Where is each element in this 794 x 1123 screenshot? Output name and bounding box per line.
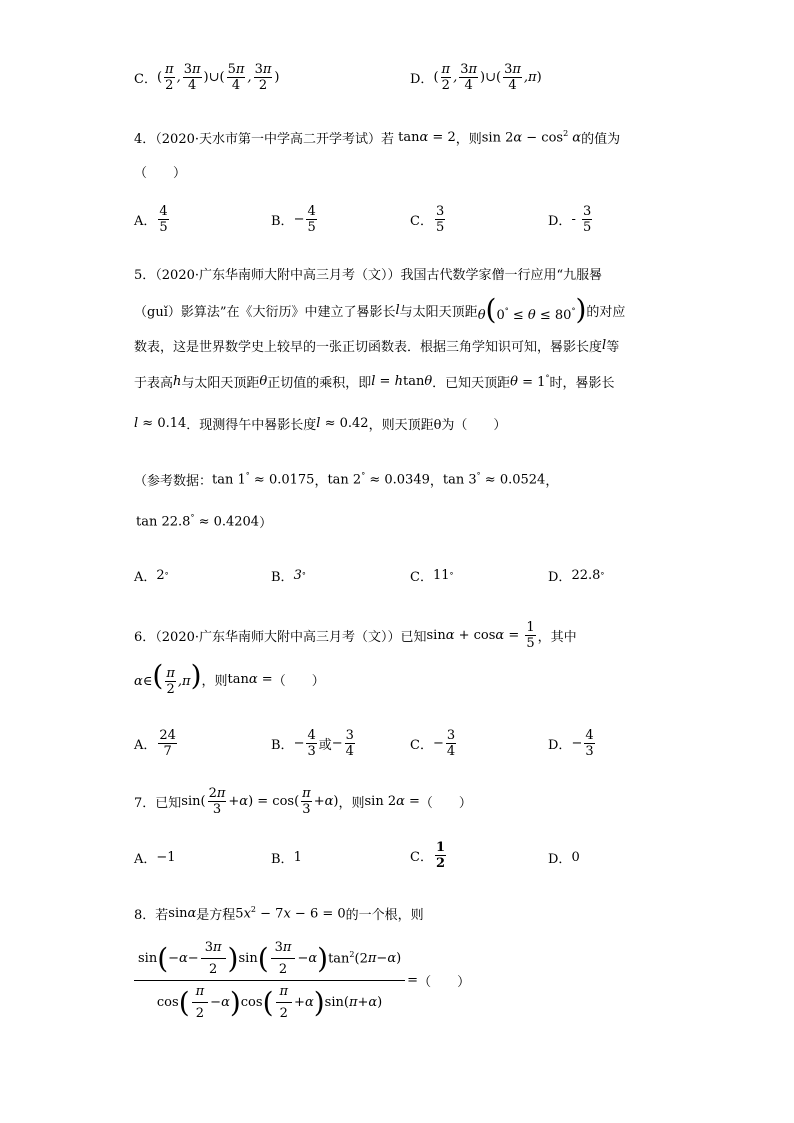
q5-line5 (134, 414, 506, 433)
q5-line1: 5．（2020·广东华南师大附中高三月考（文））我国古代数学家僧一行应用“九服晷 (134, 268, 603, 283)
q6-stem-text: 6．（2020·广东华南师大附中高三月考（文））已知 (134, 630, 427, 645)
q4-a-label: A． (134, 214, 157, 229)
q4-d-value: $\frac{3}{5}$ (582, 204, 592, 235)
q8-sin-alpha: sinα (168, 906, 197, 921)
q7-option-a (134, 848, 176, 867)
q4-b-value: $\frac{4}{5}$ (307, 204, 316, 235)
q7-option-c (410, 840, 448, 871)
q4-option-a (134, 204, 171, 235)
q4-stem-value: 的值为 (581, 132, 621, 147)
q5-line5-text-a: ．现测得午中晷影长度 (186, 418, 317, 433)
q3-option-d (410, 62, 542, 93)
q5-c-value: 11 (432, 568, 450, 583)
q7-c-value: $\frac{1}{2}$ (435, 840, 445, 871)
q8-stem-text-c: 的一个根，则 (345, 908, 424, 923)
q5-ref-sep2: ， (429, 474, 443, 489)
q5-ref-label: （参考数据： (134, 474, 213, 489)
q6-a-value: $\frac{24}{7}$ (159, 728, 176, 759)
q3-c-label: C． (134, 72, 157, 87)
q5-line2-text-b: 与太阳天顶距 (399, 304, 478, 320)
q6-line2-text: ，则 (201, 674, 228, 689)
q8-big-fraction: sin ( −α− 3 π 2 ) sin ( 3 π 2 −α ) $\tan^2(2$ π − α ) cos ( $\frac{\pi}{2}$ −α ) cos ( $\frac{\pi}{2}$ +α ) sin( π + α ) (134, 940, 405, 1021)
q5-option-b: B． 3 ° (271, 568, 306, 585)
q7-b-value: 1 (293, 850, 302, 865)
q7-stem-text-b: ，则 (338, 796, 365, 811)
q4-b-label: B． (271, 214, 294, 229)
q8-equation: $5x^2 - 7x - 6 = 0$ (235, 905, 346, 922)
q4-option-d: D． - $\frac{3}{5}$ (548, 204, 592, 235)
q7-equation: sin( $\frac{2\pi}{3}$ +α) = cos( $\frac{\pi}{3}$ +α) (181, 786, 339, 817)
q8-stem-text-b: 是方程 (196, 908, 236, 923)
q5-line2-text-c: 的对应 (586, 304, 626, 320)
q6-d-label: D． (548, 738, 572, 753)
q6-option-d: D． − $\frac{4}{3}$ (548, 728, 594, 759)
q7-option-b (271, 848, 302, 867)
q6-alpha-range: α∈( $\frac{\pi}{2}$ ,π) (134, 659, 202, 697)
q6-b-or: 或 (318, 738, 332, 753)
q4-condition: tanα = 2 (398, 130, 456, 145)
q6-c-value: $\frac{3}{4}$ (446, 728, 456, 759)
q5-d-label: D． (548, 570, 572, 585)
q4-stem (134, 128, 620, 147)
q7-c-label: C． (410, 850, 433, 865)
q5-line4-text-b: 与太阳天顶距 (181, 376, 260, 391)
q5-line2-text: （guǐ）影算法”在《大衍历》中建立了晷影长 (134, 304, 396, 320)
q5-theta-range: θ(0° ≤ θ ≤ 80°) (477, 293, 587, 326)
q5-ref-end: ） (259, 516, 273, 531)
q5-ref-sep1: ， (314, 474, 328, 489)
q5-reference: （参考数据： tan 1° ≈ 0.0175 ， tan 2° ≈ 0.0349 ， tan 3° ≈ 0.0524 ， (134, 471, 559, 489)
q5-l-approx: l ≈ 0.14 (134, 416, 187, 431)
q4-option-b: B． − $\frac{4}{5}$ (271, 204, 316, 235)
q4-d-label: D． (548, 214, 572, 229)
q6-option-c: C． − $\frac{3}{4}$ (410, 728, 456, 759)
q5-l-measured: l ≈ 0.42 (316, 416, 369, 431)
q8-stem-text: 8．若 (134, 908, 169, 923)
q5-line4: 于表高 h 与太阳天顶距 θ 正切值的乘积，即 l = htanθ ．已知天顶距 θ = 1° 时，晷影长 (134, 373, 615, 391)
q5-line3-text: 数表，这是世界数学史上较早的一张正切函数表．根据三角学知识可知，晷影长度 (134, 340, 603, 355)
q5-option-a: A． 2 ° (134, 568, 169, 585)
q6-c-label: C． (410, 738, 433, 753)
q5-line4-text-a: 于表高 (134, 376, 174, 391)
q6-condition: sinα + cosα = $\frac{1}{5}$ (426, 620, 535, 651)
q3-d-math: ( $\frac{\pi}{2}$ , $\frac{3\pi}{4}$ )∪( $\frac{3\pi}{4}$ ,π) (433, 62, 542, 93)
q7-sin2a: sin 2α = (364, 794, 420, 809)
q8-stem (134, 904, 424, 923)
q5-line4-text-c: 正切值的乘积，即 (267, 376, 372, 391)
q5-theta-one: θ = 1° (510, 373, 550, 390)
q7-blank: （ ） (419, 796, 472, 811)
q3-c-math: ( $\frac{\pi}{2}$ , $\frac{3\pi}{4}$ )∪( $\frac{5\pi}{4}$ , $\frac{3\pi}{2}$ ) (156, 62, 280, 93)
q4-option-c (410, 204, 447, 235)
q8-blank: （ ） (418, 975, 471, 990)
q5-formula: l = htanθ (371, 374, 433, 389)
q6-option-b: B． − $\frac{4}{3}$ 或 − $\frac{3}{4}$ (271, 728, 354, 759)
q5-reference-2: tan 22.8° ≈ 0.4204 ） (136, 513, 273, 531)
q5-line3: 数表，这是世界数学史上较早的一张正切函数表．根据三角学知识可知，晷影长度 l 等 (134, 338, 620, 355)
q5-line3-text-b: 等 (606, 340, 620, 355)
q7-stem (134, 786, 472, 817)
q4-expression: $\sin 2\alpha - \cos^2 \alpha$ (481, 129, 582, 146)
q7-d-value: 0 (571, 850, 580, 865)
q6-line2 (134, 659, 325, 697)
q5-option-c: C． 11 ° (410, 568, 454, 585)
q5-b-label: B． (271, 570, 294, 585)
q7-b-label: B． (271, 852, 294, 867)
q4-stem-then: ，则 (455, 132, 482, 147)
q8-expression: sin ( −α− 3 π 2 ) sin ( 3 π 2 −α ) $\tan^2(2$ π − α ) cos ( $\frac{\pi}{2}$ −α ) cos ( $\frac{\pi}{2}$ +α ) sin( π + α ) = （ ） (134, 940, 470, 1021)
q6-option-a (134, 728, 179, 759)
q6-b-label: B． (271, 738, 294, 753)
q4-a-value: $\frac{4}{5}$ (159, 204, 168, 235)
q6-stem (134, 620, 577, 651)
q4-c-label: C． (410, 214, 433, 229)
q5-option-d: D． 22.8 ° (548, 568, 605, 585)
q5-a-label: A． (134, 570, 157, 585)
q6-tan: tanα = (227, 672, 273, 687)
q3-d-label: D． (410, 72, 434, 87)
q7-stem-text: 7．已知 (134, 796, 182, 811)
q7-a-label: A． (134, 852, 157, 867)
q5-line4-text-e: 时，晷影长 (549, 376, 615, 391)
q5-line4-text-d: ．已知天顶距 (432, 376, 511, 391)
q7-option-d (548, 848, 580, 867)
q5-a-value: 2 (156, 568, 165, 583)
q6-a-label: A． (134, 738, 157, 753)
q5-ref-sep3: ， (545, 474, 559, 489)
q4-stem-source: 4．（2020·天水市第一中学高二开学考试）若 (134, 132, 394, 147)
q6-blank: （ ） (272, 674, 325, 689)
q4-blank: （ ） (134, 166, 187, 181)
q5-line2: （guǐ）影算法”在《大衍历》中建立了晷影长 l 与太阳天顶距 θ(0° ≤ θ ≤ 80°) 的对应 (134, 293, 626, 326)
q3-option-c (134, 62, 279, 93)
q6-stem-text-b: ，其中 (537, 630, 577, 645)
q7-d-label: D． (548, 852, 572, 867)
q7-a-value: −1 (156, 850, 176, 865)
q5-c-label: C． (410, 570, 433, 585)
q5-line5-text-b: ，则天顶距θ为（ ） (368, 418, 507, 433)
q5-b-value: 3 (293, 568, 302, 583)
q5-d-value: 22.8 (571, 568, 601, 583)
q4-c-value: $\frac{3}{5}$ (435, 204, 445, 235)
q6-d-value: $\frac{4}{3}$ (585, 728, 594, 759)
